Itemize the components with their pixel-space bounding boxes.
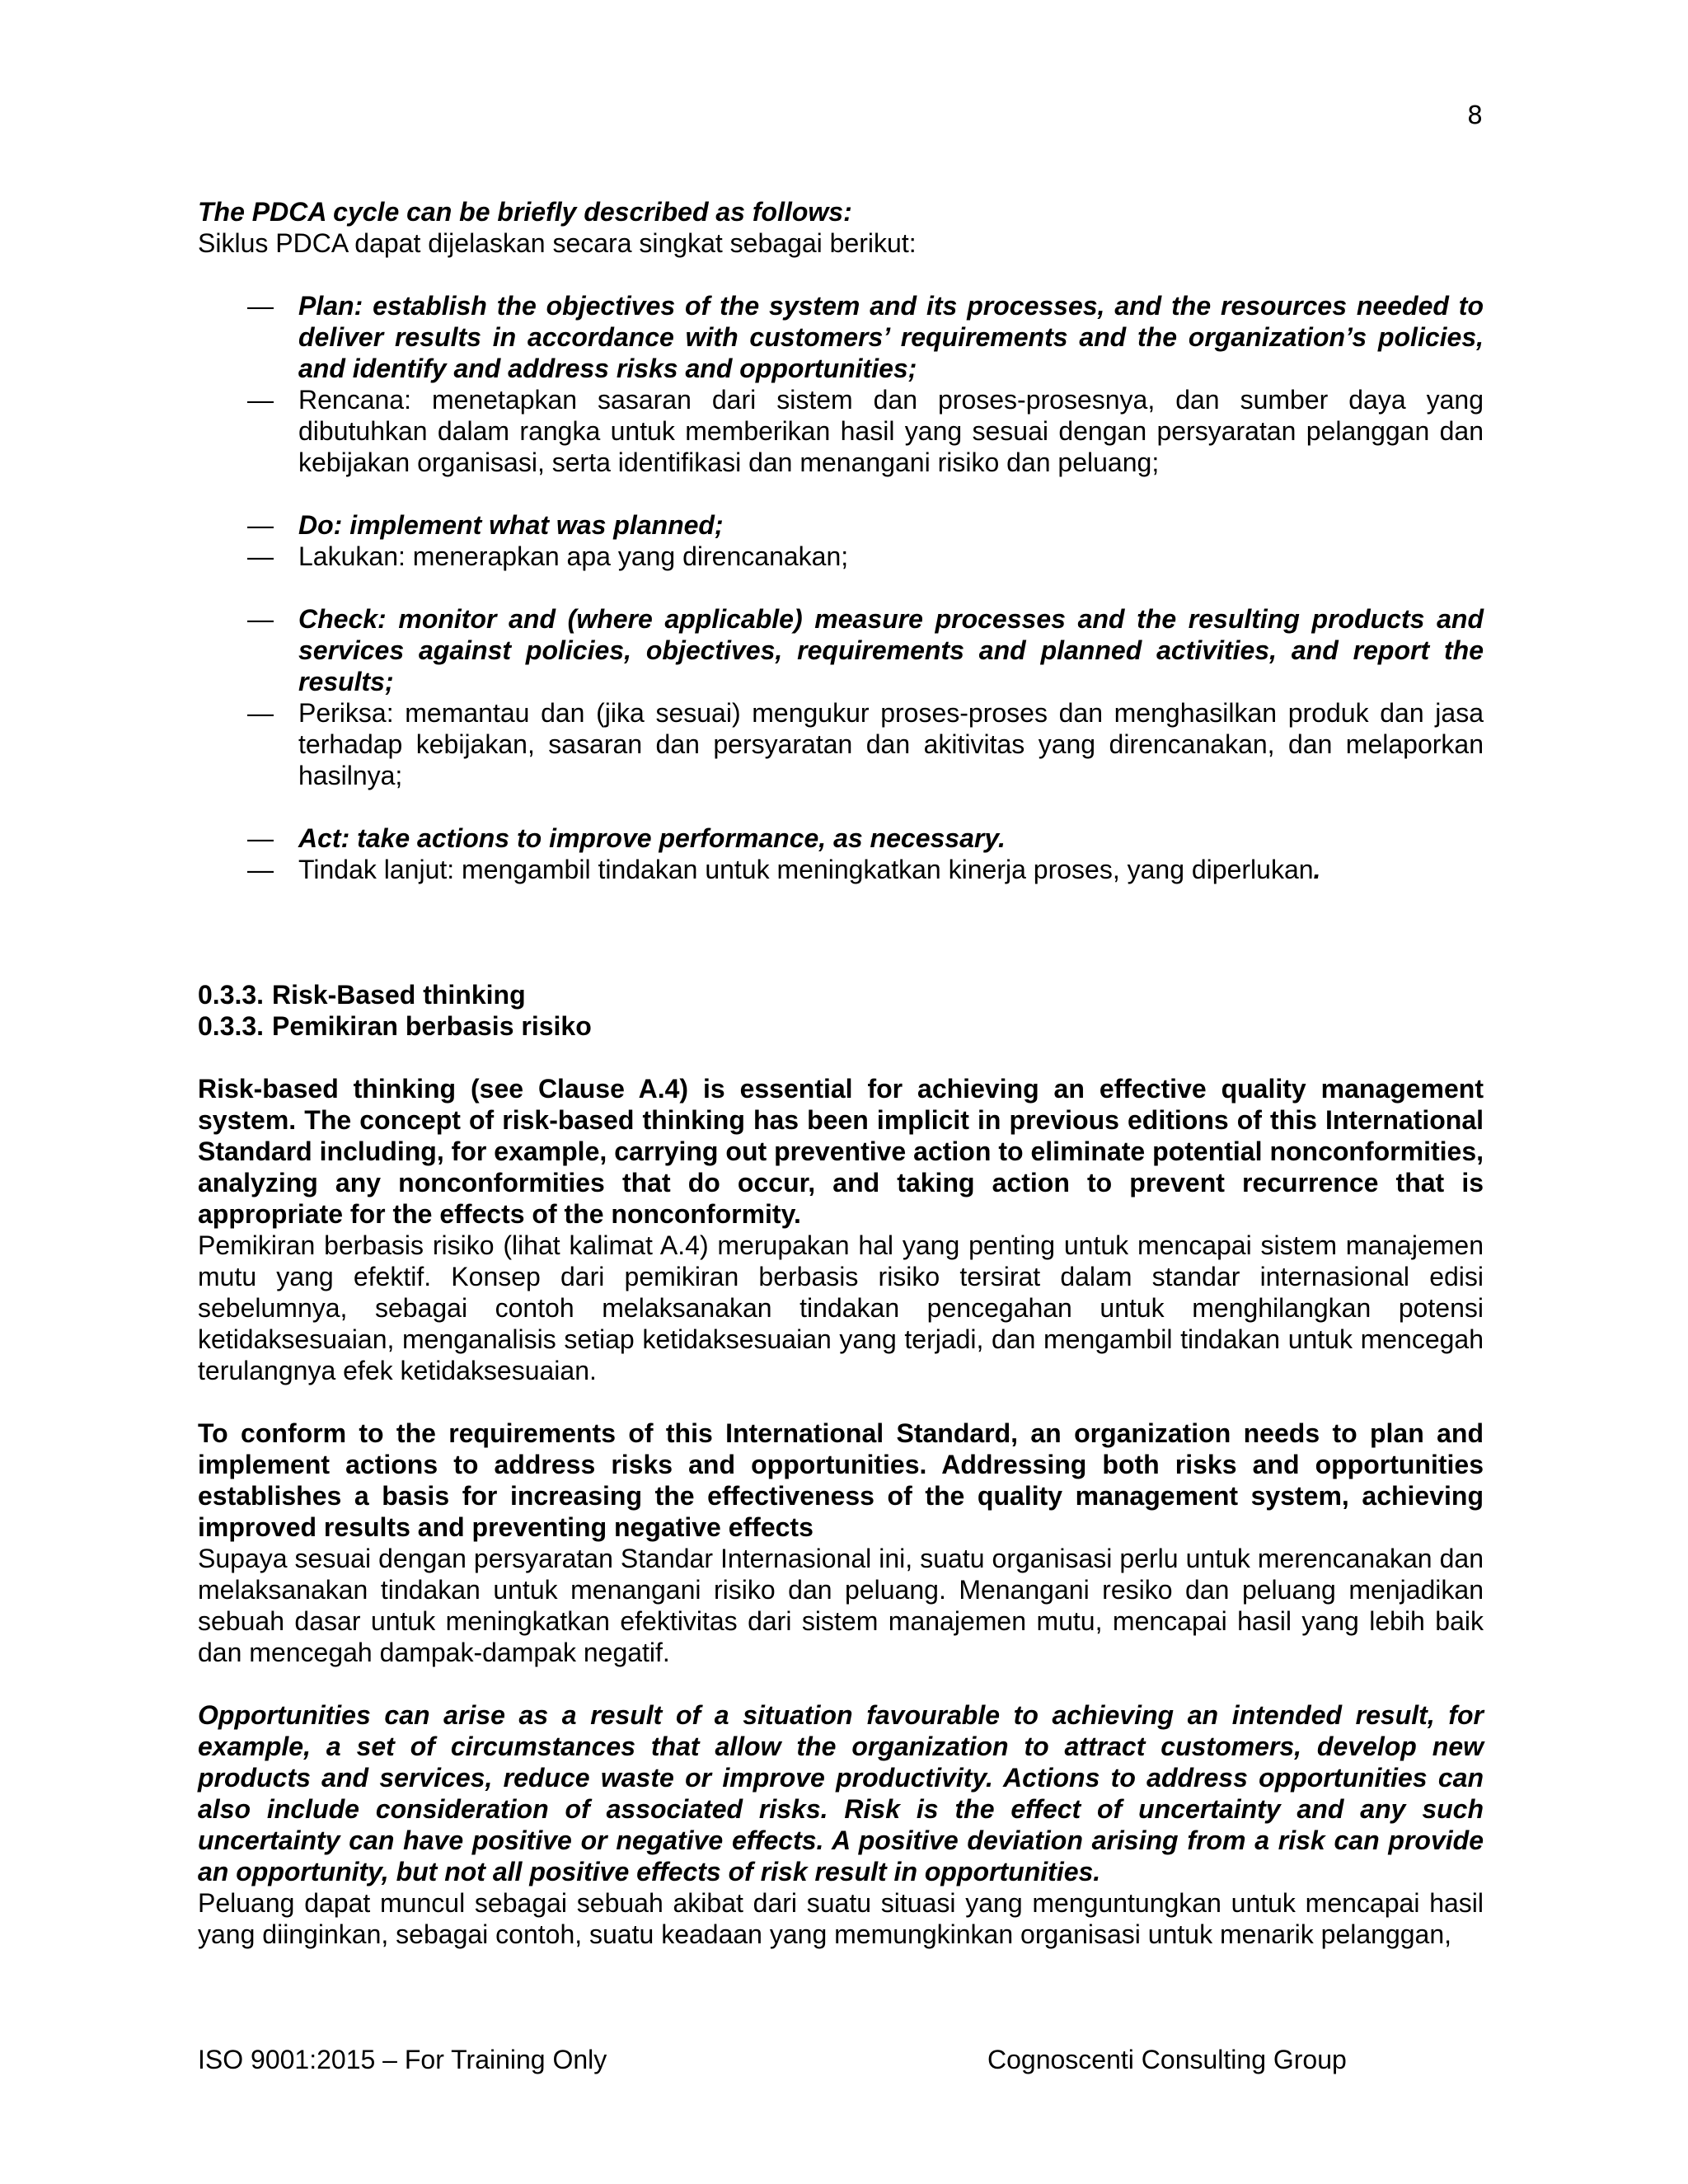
dash-bullet: — — [247, 385, 274, 415]
pdca-item-act-id — [198, 854, 1484, 885]
section-heading-id — [198, 1010, 1484, 1042]
pdca-item-check-id — [198, 697, 1484, 791]
dash-bullet: — — [247, 291, 274, 321]
act-text-id — [298, 854, 1484, 885]
spacer — [198, 885, 1484, 979]
risk-paragraph-3-en: Opportunities can arise as a result of a situation favourable to achieving an intended result, for example, a set of circumstances that allow the organization to attract customers, develop new products and services, reduce waste or improve productivity. Actions to address opportunities can also include consideration of associated risks. Risk is the effect of uncertainty and any such uncertainty can have positive or negative effects. A positive deviation arising from a risk can provide an opportunity, but not all positive effects of risk result in opportunities. — [198, 1700, 1484, 1886]
check-text-id: Periksa: memantau dan (jika sesuai) mengukur proses-proses dan menghasilkan produk dan jasa terhadap kebijakan, sasaran dan persyaratan dan akitivitas yang direncanakan, dan melaporkan hasilnya; — [298, 698, 1484, 790]
spacer — [198, 478, 1484, 509]
risk-paragraph-2-en: To conform to the requirements of this International Standard, an organization needs to plan and implement actions to address risks and opportunities. Addressing both risks and opportunities establishes a basis for increasing the effectiveness of the quality management system, achieving improved results and preventing negative effects — [198, 1418, 1484, 1542]
spacer — [198, 1668, 1484, 1699]
dash-bullet: — — [247, 698, 274, 728]
spacer — [198, 1042, 1484, 1073]
spacer — [198, 791, 1484, 823]
dash-bullet: — — [247, 604, 274, 634]
section-heading-en — [198, 979, 1484, 1010]
do-text-id: Lakukan: menerapkan apa yang direncanakan; — [298, 541, 849, 571]
pdca-item-check-en — [198, 603, 1484, 697]
pdca-item-do-id — [198, 541, 1484, 572]
spacer — [198, 572, 1484, 603]
pdca-item-plan-en — [198, 290, 1484, 384]
section-title-en: Risk-Based thinking — [272, 980, 526, 1010]
act-text-en: Act: take actions to improve performance, as necessary. — [298, 823, 1006, 853]
act-text-id-body: Tindak lanjut: mengambil tindakan untuk meningkatkan kinerja proses, yang diperlukan — [298, 855, 1314, 884]
footer-left: ISO 9001:2015 – For Training Only — [198, 2045, 607, 2074]
section-title-id: Pemikiran berbasis risiko — [272, 1011, 592, 1041]
dash-bullet: — — [247, 855, 274, 884]
risk-paragraph-1-en: Risk-based thinking (see Clause A.4) is essential for achieving an effective quality management system. The concept of risk-based thinking has been implicit in previous editions of this International Standard including, for example, carrying out preventive action to eliminate potential nonconformities, analyzing any nonconformities that do occur, and taking action to prevent recurrence that is appropriate for the effects of the nonconformity. — [198, 1074, 1484, 1229]
risk-paragraph-2-id: Supaya sesuai dengan persyaratan Standar Internasional ini, suatu organisasi perlu untuk merencanakan dan melaksanakan tindakan untuk menangani risiko dan peluang. Menangani resiko dan peluang menjadikan sebuah dasar untuk meningkatkan efektivitas dari sistem manajemen mutu, mencapai hasil yang lebih baik dan mencegah dampak-dampak negatif. — [198, 1544, 1484, 1667]
plan-text-id: Rencana: menetapkan sasaran dari sistem dan proses-prosesnya, dan sumber daya yang dibutuhkan dalam rangka untuk memberikan hasil yang sesuai dengan persyaratan pelanggan dan kebijakan organisasi, serta identifikasi dan menangani risiko dan peluang; — [298, 385, 1484, 477]
risk-paragraph-1-id: Pemikiran berbasis risiko (lihat kalimat A.4) merupakan hal yang penting untuk mencapai sistem manajemen mutu yang efektif. Konsep dari pemikiran berbasis risiko tersirat dalam standar internasional edisi sebelumnya, sebagai contoh melaksanakan tindakan pencegahan untuk menghilangkan potensi ketidaksesuaian, menganalisis setiap ketidaksesuaian yang terjadi, dan mengambil tindakan untuk mencegah terulangnya efek ketidaksesuaian. — [198, 1230, 1484, 1385]
pdca-item-do-en — [198, 509, 1484, 541]
pdca-title-id: Siklus PDCA dapat dijelaskan secara singkat sebagai berikut: — [198, 228, 917, 258]
pdca-item-plan-id — [198, 384, 1484, 478]
plan-text-en: Plan: establish the objectives of the system and its processes, and the resources needed to deliver results in accordance with customers’ requirements and the organization’s policies, and identify and address risks and opportunities; — [298, 291, 1484, 383]
section-number: 0.3.3. — [198, 1011, 265, 1041]
dash-bullet: — — [247, 541, 274, 571]
check-text-en: Check: monitor and (where applicable) measure processes and the resulting products and services against policies, objectives, requirements and planned activities, and report the results; — [298, 604, 1484, 696]
dash-bullet: — — [247, 510, 274, 540]
page-number: 8 — [1467, 101, 1484, 130]
pdca-item-act-en — [198, 823, 1484, 854]
risk-paragraph-3-id: Peluang dapat muncul sebagai sebuah akibat dari suatu situasi yang menguntungkan untuk mencapai hasil yang diinginkan, sebagai contoh, suatu keadaan yang memungkinkan organisasi untuk menarik pelanggan, — [198, 1888, 1484, 1949]
footer-right: Cognoscenti Consulting Group — [987, 2045, 1347, 2074]
dash-bullet: — — [247, 823, 274, 853]
page-content — [198, 196, 1484, 1950]
pdca-title-en: The PDCA cycle can be briefly described as follows: — [198, 197, 852, 227]
spacer — [198, 1386, 1484, 1418]
section-number: 0.3.3. — [198, 980, 265, 1010]
do-text-en: Do: implement what was planned; — [298, 510, 724, 540]
spacer — [198, 259, 1484, 290]
act-text-id-end: . — [1313, 855, 1321, 884]
